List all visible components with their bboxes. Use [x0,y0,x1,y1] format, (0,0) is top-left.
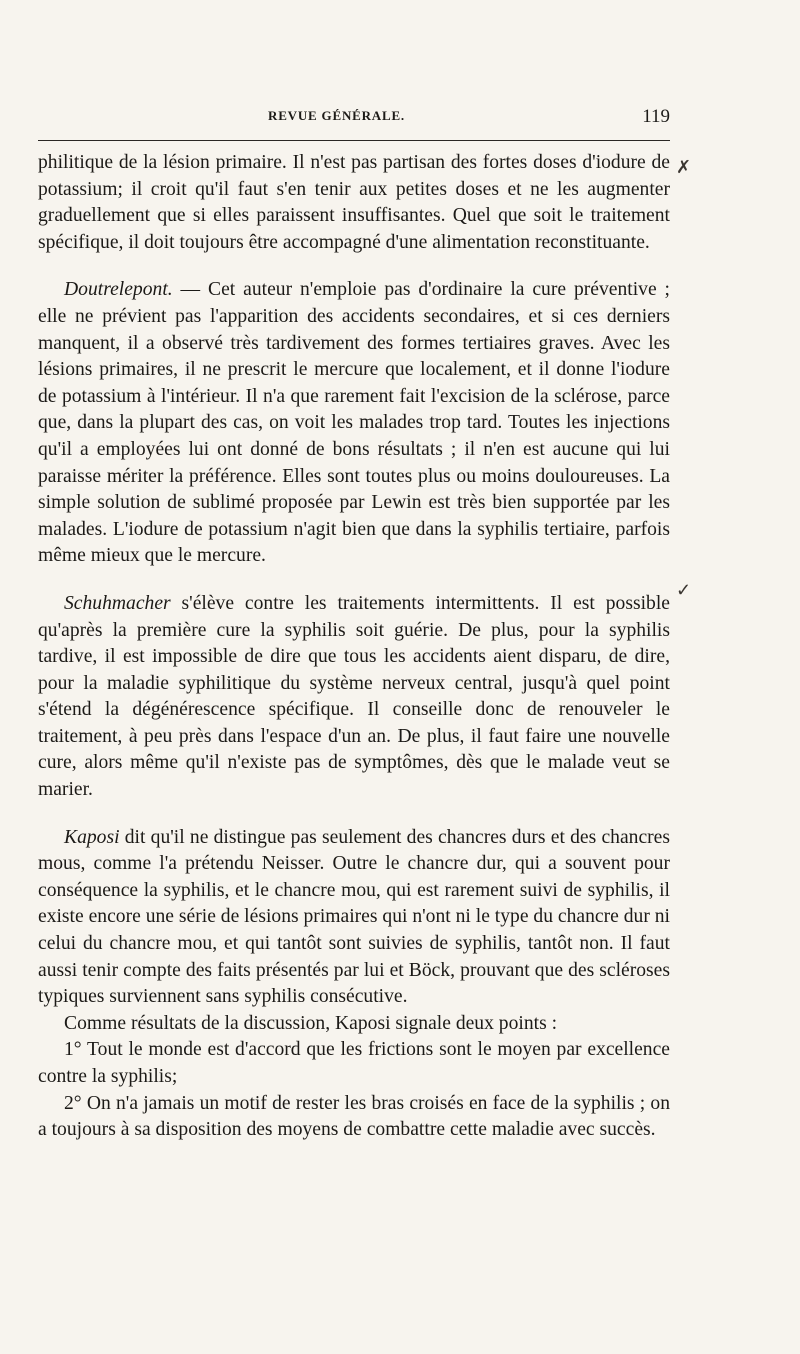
header-rule [38,140,670,141]
running-head: REVUE GÉNÉRALE. [268,108,405,123]
list-item-point-1: 1° Tout le monde est d'accord que les frictions sont le moyen par excellence contre la syphilis; [38,1039,670,1087]
author-name: Kaposi [64,826,120,848]
paragraph-text: — Cet auteur n'emploie pas d'ordinaire la cure préventive ; elle ne prévient pas l'apparition des accidents secondaires, et si ces derniers manquent, il a observé très tardivement des formes tertiaires graves. Avec les lésions primaires, il ne prescrit le mercure que localement, et il donne l'iodure de potassium à l'intérieur. Il n'a que rarement fait l'excision de la sclérose, parce que, dans la plupart des cas, on voit les malades trop tard. Toutes les injections qu'il a employées lui ont donné de bons résultats ; il n'en est aucune qui lui paraisse mériter la préférence. Elles sont toutes plus ou moins douloureuses. La simple solution de sublimé proposée par Lewin est très bien supportée par les malades. L'iodure de potassium n'agit bien que dans la syphilis tertiaire, parfois même mieux que le mercure. [38,279,670,567]
paragraph-text: s'élève contre les traitements intermittents. Il est possible qu'après la première cure la syphilis soit guérie. De plus, pour la syphilis tardive, il est impossible de dire que tous les accidents aient disparu, de dire, pour la maladie syphilitique du système nerveux central, jusqu'à quel point s'étend la dégénérescence spécifique. Il conseille donc de renouveler le traitement, à peu près dans l'espace d'un an. De plus, il faut faire une nouvelle cure, alors même qu'il n'existe pas de symptômes, dès que le malade veut se marier. [38,592,670,801]
paragraph-kaposi [38,825,670,1011]
paragraph-doutrelepont [38,277,670,570]
author-name: Doutrelepont. [64,279,173,301]
list-item-point-2: 2° On n'a jamais un motif de rester les bras croisés en face de la syphilis ; on a toujours à sa disposition des moyens de combattre cette maladie avec succès. [38,1092,670,1141]
paragraph-text: dit qu'il ne distingue pas seulement des chancres durs et des chancres mous, comme l'a prétendu Neisser. Outre le chancre dur, qui a souvent pour conséquence la syphilis, et le chancre mou, qui est rarement suivi de syphilis, il existe encore une série de lésions primaires qui n'ont ni le type du chancre dur ni celui du chancre mou, et qui tantôt sont suivies de syphilis, tantôt non. Il faut aussi tenir compte des faits présentés par lui et Böck, prouvant que des scléroses typiques surviennent sans syphilis consécutive. [38,826,670,1008]
margin-check-mark: ✓ [676,580,692,600]
paragraph-conclusion-intro: Comme résultats de la discussion, Kaposi signale deux points : [64,1012,558,1034]
body-text [38,150,670,1144]
margin-cross-mark: ✗ [676,157,692,177]
page-number: 119 [642,106,670,127]
paragraph-continuation [38,150,670,256]
page-header [38,106,670,132]
paragraph-text: philitique de la lésion primaire. Il n'est pas partisan des fortes doses d'iodure de potassium; il croit qu'il faut s'en tenir aux petites doses et ne les augmenter graduellement que si elles paraissent insuffisantes. Quel que soit le traitement spécifique, il doit toujours être accompagné d'une alimentation reconstituante. [38,152,670,253]
paragraph-schuhmacher [38,591,670,804]
author-name: Schuhmacher [64,592,171,614]
